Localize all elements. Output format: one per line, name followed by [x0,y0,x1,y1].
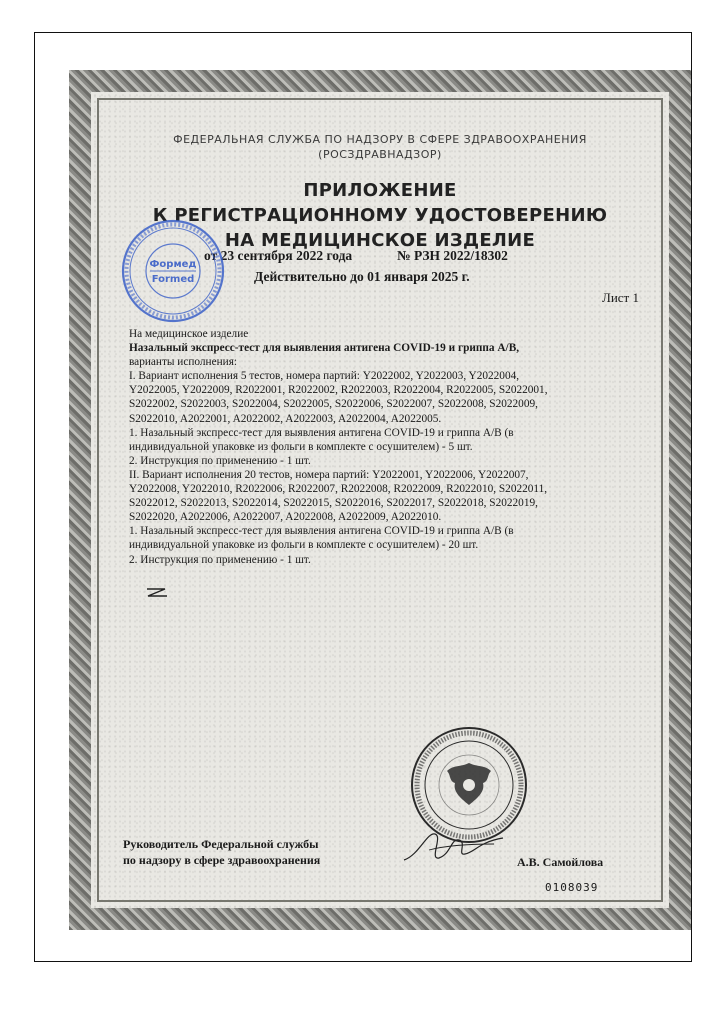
signatory-name: А.В. Самойлова [517,855,604,869]
validity-date: Действительно до 01 января 2025 г. [254,269,470,284]
signature-icon [399,820,509,870]
issue-date: от 23 сентября 2022 года [204,248,353,263]
body-line: Y2022008, Y2022010, R2022006, R2022007, R2022008, R2022009, R2022010, S2022011, [129,483,548,496]
stamp-icon [120,218,226,324]
stamp-text-bottom: Formed [151,274,195,285]
document-body [129,327,639,567]
signatory-title-line-1: Руководитель Федеральной службы [123,837,319,851]
signatory-title-line-2: по надзору в сфере здравоохранения [123,853,321,867]
sheet-number: Лист 1 [602,290,639,305]
body-line: 1. Назальный экспресс-тест для выявления антигена COVID-19 и гриппа A/B (в [129,426,514,439]
serial-number: 0108039 [545,881,599,894]
body-line: 2. Инструкция по применению - 1 шт. [129,454,311,467]
product-name: Назальный экспресс-тест для выявления антигена COVID-19 и гриппа A/B, [129,342,520,355]
body-line: II. Вариант исполнения 20 тестов, номера партий: Y2022001, Y2022006, Y2022007, [129,468,529,481]
body-line: S2022010, A2022001, A2022002, A2022003, A2022004, A2022005. [129,412,442,425]
title-line-3: НА МЕДИЦИНСКОЕ ИЗДЕЛИЕ [224,230,536,251]
signatory-title [123,836,320,868]
agency-abbr: (РОСЗДРАВНАДЗОР) [318,148,442,161]
body-line: 2. Инструкция по применению - 1 шт. [129,553,311,566]
title-line-1: ПРИЛОЖЕНИЕ [303,180,457,201]
body-line: Y2022005, Y2022009, R2022001, R2022002, R2022003, R2022004, R2022005, S2022001, [129,384,548,397]
body-line: S2022002, S2022003, S2022004, S2022005, S2022006, S2022007, S2022008, S2022009, [129,398,538,411]
body-line: S2022012, S2022013, S2022014, S2022015, S2022016, S2022017, S2022018, S2022019, [129,497,538,510]
body-line: индивидуальной упаковке из фольги в комплекте с осушителем) - 20 шт. [129,539,479,552]
intro-line: На медицинское изделие [129,328,249,340]
variants-label: варианты исполнения: [129,356,238,369]
stamp-text-top: Формед [149,259,197,270]
agency-header [69,132,691,162]
registration-number: № РЗН 2022/18302 [397,248,508,263]
body-line: 1. Назальный экспресс-тест для выявления антигена COVID-19 и гриппа A/B (в [129,525,514,538]
certificate-sheet [69,70,691,930]
title-line-2: К РЕГИСТРАЦИОННОМУ УДОСТОВЕРЕНИЮ [152,205,608,226]
company-stamp [120,218,226,329]
body-line: индивидуальной упаковке из фольги в комплекте с осушителем) - 5 шт. [129,440,473,453]
agency-name: ФЕДЕРАЛЬНАЯ СЛУЖБА ПО НАДЗОРУ В СФЕРЕ ЗДРАВООХРАНЕНИЯ [173,133,587,146]
body-line: I. Вариант исполнения 5 тестов, номера партий: Y2022002, Y2022003, Y2022004, [129,370,520,383]
end-mark-icon [145,586,169,600]
body-line: S2022020, A2022006, A2022007, A2022008, A2022009, A2022010. [129,511,442,524]
